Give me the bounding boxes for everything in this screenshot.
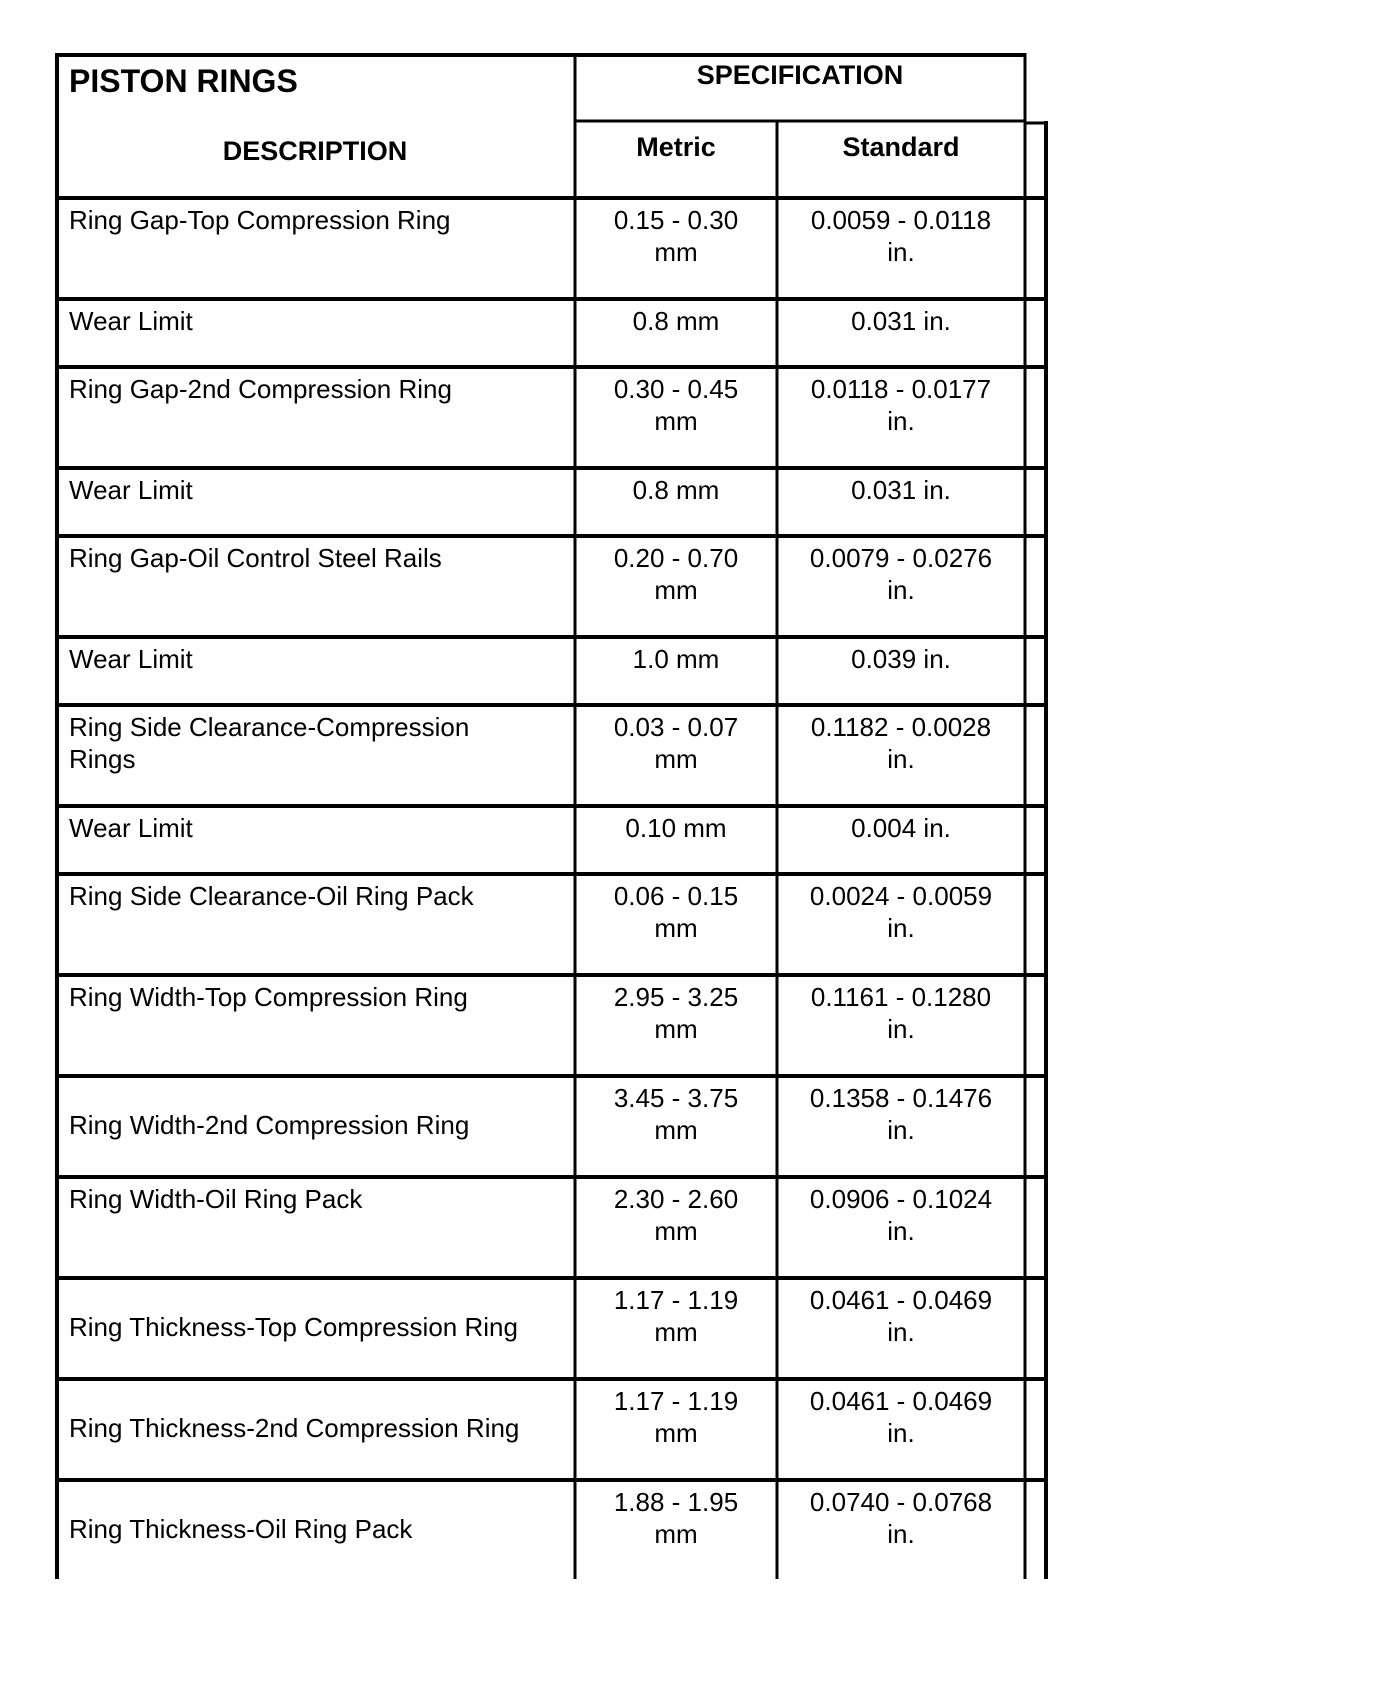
row-standard-value: 0.0906 - 0.1024 in. (809, 1184, 993, 1246)
row-standard-value: 0.031 in. (851, 306, 951, 336)
row-description: Ring Side Clearance-Compression Rings (69, 712, 470, 774)
row-standard-value: 0.0024 - 0.0059 in. (809, 881, 993, 943)
row-metric-value: 1.17 - 1.19 mm (613, 1285, 739, 1347)
row-standard-value: 0.0079 - 0.0276 in. (809, 543, 993, 605)
row-metric-value: 1.17 - 1.19 mm (613, 1386, 739, 1448)
row-metric-value: 1.0 mm (632, 644, 720, 674)
row-standard-value: 0.031 in. (851, 475, 951, 505)
row-standard-value: 0.0461 - 0.0469 in. (809, 1285, 993, 1347)
standard-header: Standard (842, 132, 960, 162)
row-description: Ring Gap-2nd Compression Ring (69, 374, 452, 404)
row-standard-value: 0.0461 - 0.0469 in. (809, 1386, 993, 1448)
row-metric-value: 0.8 mm (632, 306, 720, 336)
row-metric-value: 2.95 - 3.25 mm (613, 982, 739, 1044)
row-standard-value: 0.1182 - 0.0028 in. (810, 712, 992, 774)
row-description: Ring Thickness-Top Compression Ring (69, 1312, 518, 1342)
row-description: Ring Width-2nd Compression Ring (69, 1110, 470, 1140)
row-description: Wear Limit (69, 644, 193, 674)
row-description: Ring Width-Top Compression Ring (69, 982, 468, 1012)
row-description: Ring Thickness-Oil Ring Pack (69, 1514, 413, 1544)
row-description: Wear Limit (69, 813, 193, 843)
row-standard-value: 0.039 in. (851, 644, 951, 674)
row-metric-value: 0.30 - 0.45 mm (613, 374, 739, 436)
row-standard-value: 0.0740 - 0.0768 in. (809, 1487, 993, 1549)
row-metric-value: 0.10 mm (625, 813, 727, 843)
row-standard-value: 0.0118 - 0.0177 in. (810, 374, 992, 436)
row-standard-value: 0.004 in. (851, 813, 951, 843)
row-metric-value: 0.15 - 0.30 mm (613, 205, 739, 267)
row-metric-value: 0.03 - 0.07 mm (613, 712, 739, 774)
row-description: Ring Side Clearance-Oil Ring Pack (69, 881, 474, 911)
row-standard-value: 0.1358 - 0.1476 in. (809, 1083, 993, 1145)
metric-header: Metric (636, 132, 716, 162)
row-description: Ring Thickness-2nd Compression Ring (69, 1413, 520, 1443)
row-description: Wear Limit (69, 475, 193, 505)
piston-rings-spec-table (55, 53, 1048, 1579)
row-description: Ring Width-Oil Ring Pack (69, 1184, 363, 1214)
specification-header: SPECIFICATION (696, 60, 904, 90)
row-metric-value: 0.8 mm (632, 475, 720, 505)
row-standard-value: 0.1161 - 0.1280 in. (810, 982, 992, 1044)
row-metric-value: 3.45 - 3.75 mm (613, 1083, 739, 1145)
row-description: Wear Limit (69, 306, 193, 336)
row-metric-value: 0.06 - 0.15 mm (613, 881, 739, 943)
row-metric-value: 1.88 - 1.95 mm (613, 1487, 739, 1549)
table-title: PISTON RINGS (69, 63, 298, 99)
row-description: Ring Gap-Top Compression Ring (69, 205, 451, 235)
description-header: DESCRIPTION (222, 136, 408, 166)
row-description: Ring Gap-Oil Control Steel Rails (69, 543, 442, 573)
row-metric-value: 0.20 - 0.70 mm (613, 543, 739, 605)
row-metric-value: 2.30 - 2.60 mm (613, 1184, 739, 1246)
row-standard-value: 0.0059 - 0.0118 in. (810, 205, 992, 267)
